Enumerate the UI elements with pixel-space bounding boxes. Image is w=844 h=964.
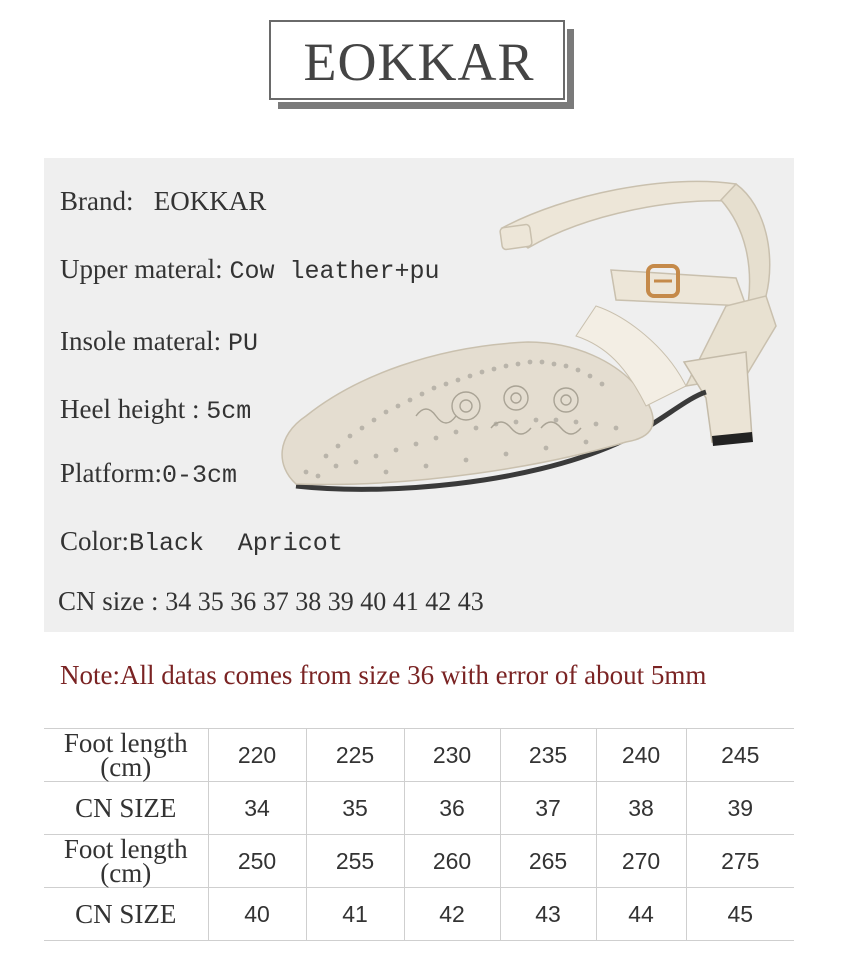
size-cell: 38: [596, 782, 686, 835]
spec-platform-value: 0-3cm: [162, 461, 238, 490]
spec-cn-size-value: 34 35 36 37 38 39 40 41 42 43: [165, 587, 484, 616]
logo-text: EOKKAR: [303, 32, 535, 92]
spec-upper-label: Upper materal:: [60, 254, 223, 284]
size-cell: 37: [500, 782, 596, 835]
row-header: [44, 729, 208, 782]
size-cell: 220: [208, 729, 306, 782]
shoe-image: [266, 166, 786, 506]
size-table: [44, 728, 794, 941]
spec-upper-value: Cow leather+pu: [229, 257, 440, 286]
size-cell: 36: [404, 782, 500, 835]
size-cell: 230: [404, 729, 500, 782]
spec-color-apricot: Apricot: [237, 529, 343, 558]
spec-cn-size-label: CN size :: [58, 586, 159, 616]
row-header: [44, 782, 208, 835]
spec-heel-value: 5cm: [206, 397, 252, 426]
size-cell: 235: [500, 729, 596, 782]
spec-insole: [60, 326, 258, 358]
size-cell: 225: [306, 729, 404, 782]
size-cell: 39: [686, 782, 794, 835]
row-header: [44, 888, 208, 941]
size-cell: 275: [686, 835, 794, 888]
size-cell: 270: [596, 835, 686, 888]
spec-cn-size: [58, 586, 484, 617]
spec-platform: [60, 458, 237, 490]
table-row: [44, 729, 794, 782]
spec-platform-label: Platform:: [60, 458, 162, 488]
size-cell: 255: [306, 835, 404, 888]
size-cell: 245: [686, 729, 794, 782]
size-cell: 240: [596, 729, 686, 782]
spec-panel: [44, 158, 794, 632]
spec-insole-label: Insole materal:: [60, 326, 222, 356]
spec-heel-label: Heel height :: [60, 394, 200, 424]
row-header-line: CN SIZE: [75, 793, 177, 823]
size-cell: 40: [208, 888, 306, 941]
spec-color: [60, 526, 343, 558]
size-cell: 35: [306, 782, 404, 835]
logo-frame: [269, 20, 565, 100]
spec-heel: [60, 394, 251, 426]
spec-upper: [60, 254, 439, 286]
table-row: [44, 888, 794, 941]
spec-brand-value: EOKKAR: [153, 186, 267, 216]
size-cell: 44: [596, 888, 686, 941]
spec-brand: [60, 186, 266, 217]
table-row: [44, 835, 794, 888]
row-header-line: (cm): [100, 858, 152, 888]
row-header-line: Foot length: [63, 834, 188, 864]
row-header-line: CN SIZE: [75, 899, 177, 929]
size-cell: 260: [404, 835, 500, 888]
spec-color-black: Black: [129, 529, 205, 558]
row-header: [44, 835, 208, 888]
size-note: Note:All datas comes from size 36 with error of about 5mm: [60, 660, 707, 690]
spec-color-label: Color:: [60, 526, 130, 556]
row-header-line: (cm): [100, 752, 152, 782]
size-cell: 250: [208, 835, 306, 888]
spec-brand-label: Brand:: [60, 186, 134, 216]
table-row: [44, 782, 794, 835]
brand-logo: [269, 20, 565, 100]
size-cell: 265: [500, 835, 596, 888]
size-cell: 43: [500, 888, 596, 941]
size-cell: 45: [686, 888, 794, 941]
size-cell: 34: [208, 782, 306, 835]
size-cell: 42: [404, 888, 500, 941]
size-cell: 41: [306, 888, 404, 941]
row-header-line: Foot length: [63, 728, 188, 758]
spec-insole-value: PU: [227, 329, 258, 358]
